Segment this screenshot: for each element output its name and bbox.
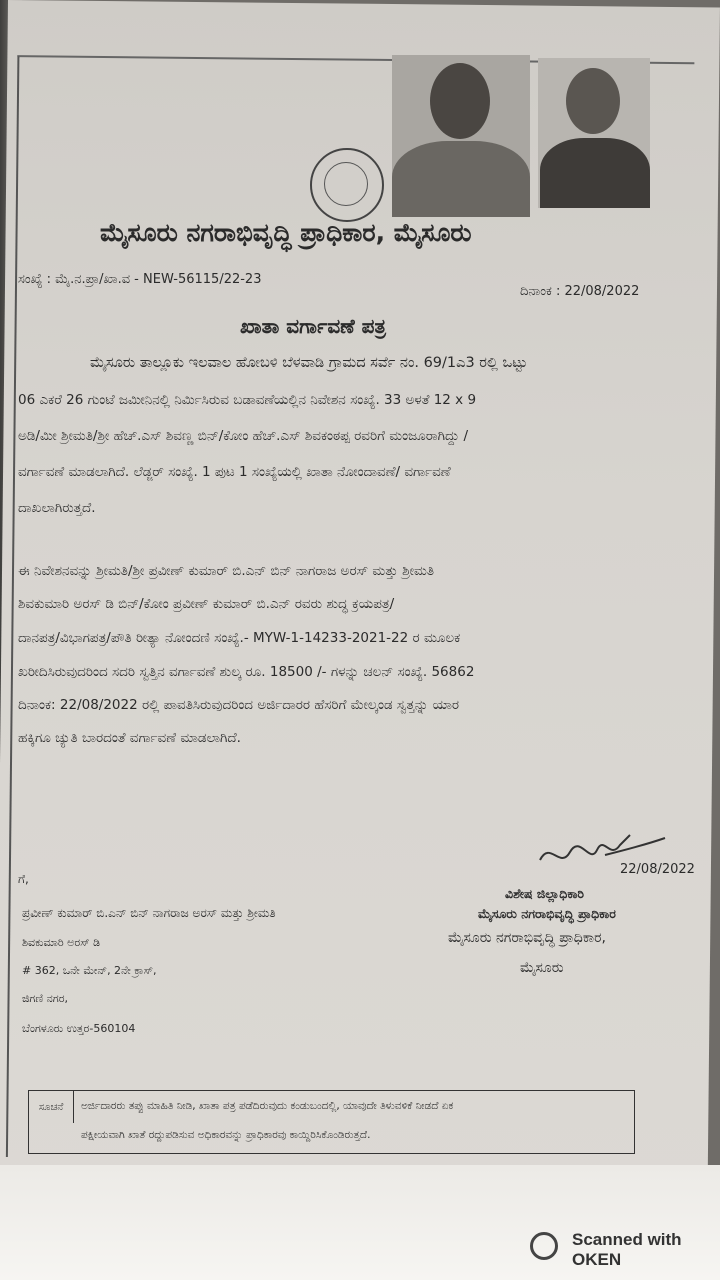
note-label: ಸೂಚನೆ bbox=[29, 1091, 74, 1123]
para2-line: ದಿನಾಂಕ: 22/08/2022 ರಲ್ಲಿ ಪಾವತಿಸಿರುವುದರಿಂದ ಅರ್ಜಿದಾರರ ಹೆಸರಿಗೆ ಮೇಲ್ಕಂಡ ಸ್ವತ್ತನ್ನು ಯಾರ bbox=[18, 697, 459, 713]
para1-line: ಅಡಿ/ಮೀ ಶ್ರೀಮತಿ/ಶ್ರೀ ಹೆಚ್.ಎಸ್ ಶಿವಣ್ಣ ಬಿನ್/ಕೋಂ ಹೆಚ್.ಎಸ್ ಶಿವಕಂಠಪ್ಪ ರವರಿಗೆ ಮಂಜೂರಾಗಿದ್ದು / bbox=[18, 428, 469, 444]
signatory-line: ಮೈಸೂರು bbox=[520, 960, 564, 976]
signatory-line: ವಿಶೇಷ ಜಿಲ್ಲಾಧಿಕಾರಿ bbox=[505, 886, 584, 901]
note-line: ಪಕ್ಷೀಯವಾಗಿ ಖಾತೆ ರದ್ದುಪಡಿಸುವ ಅಧಿಕಾರವನ್ನು ಪ್ರಾಧಿಕಾರವು ಕಾಯ್ದಿರಿಸಿಕೊಂಡಿರುತ್ತದೆ. bbox=[81, 1129, 371, 1141]
para2-line: ಖರೀದಿಸಿರುವುದರಿಂದ ಸದರಿ ಸ್ವತ್ತಿನ ವರ್ಗಾವಣೆ ಶುಲ್ಕ ರೂ. 18500 /- ಗಳನ್ನು ಚಲನ್ ಸಂಖ್ಯೆ. 56862 bbox=[18, 664, 475, 680]
applicant-photo-female bbox=[538, 58, 650, 208]
recipient-line: # 362, ಒನೇ ಮೇನ್, 2ನೇ ಕ್ರಾಸ್, bbox=[22, 964, 157, 977]
recipient-line: ಪ್ರವೀಣ್ ಕುಮಾರ್ ಬಿ.ಎನ್ ಬಿನ್ ನಾಗರಾಜ ಅರಸ್ ಮತ್ತು ಶ್ರೀಮತಿ bbox=[22, 906, 276, 920]
seal-emblem bbox=[324, 162, 368, 206]
para2-line: ಹಕ್ಕಿಗೂ ಚ್ಯುತಿ ಬಾರದಂತೆ ವರ್ಗಾವಣೆ ಮಾಡಲಾಗಿದೆ. bbox=[18, 730, 241, 746]
applicant-photo-male bbox=[392, 55, 530, 217]
para2-line: ದಾನಪತ್ರ/ವಿಭಾಗಪತ್ರ/ಪೌತಿ ರೀತ್ಯಾ ನೋಂದಣಿ ಸಂಖ್ಯೆ.- MYW-1-14233-2021-22 ರ ಮೂಲಕ bbox=[18, 630, 461, 646]
government-seal bbox=[310, 148, 384, 222]
recipient-line: ಬೆಂಗಳೂರು ಉತ್ತರ-560104 bbox=[22, 1022, 136, 1035]
para2-line: ಈ ನಿವೇಶನವನ್ನು ಶ್ರೀಮತಿ/ಶ್ರೀ ಪ್ರವೀಣ್ ಕುಮಾರ್ ಬಿ.ಎನ್ ಬಿನ್ ನಾಗರಾಜ ಅರಸ್ ಮತ್ತು ಶ್ರೀಮತಿ bbox=[18, 563, 435, 579]
scanner-logo-icon bbox=[530, 1232, 558, 1260]
reference-number: ಸಂಖ್ಯೆ : ಮೈ.ನ.ಪ್ರಾ/ಖಾ.ವ - NEW-56115/22-23 bbox=[18, 272, 262, 287]
recipient-line: ಶಿವಕುಮಾರಿ ಅರಸ್ ಡಿ bbox=[22, 936, 101, 949]
para1-line: 06 ಎಕರೆ 26 ಗುಂಟೆ ಜಮೀನಿನಲ್ಲಿ ನಿರ್ಮಿಸಿರುವ ಬಡಾವಣೆಯಲ್ಲಿನ ನಿವೇಶನ ಸಂಖ್ಯೆ. 33 ಅಳತೆ 12 x 9 bbox=[18, 392, 477, 408]
note-line: ಅರ್ಜಿದಾರರು ತಪ್ಪು ಮಾಹಿತಿ ನೀಡಿ, ಖಾತಾ ಪತ್ರ ಪಡೆದಿರುವುದು ಕಂಡುಬಂದಲ್ಲಿ, ಯಾವುದೇ ತಿಳುವಳಿಕೆ ನೀಡದೆ ಏಕ bbox=[81, 1100, 454, 1112]
signatory-line: ಮೈಸೂರು ನಗರಾಭಿವೃದ್ಧಿ ಪ್ರಾಧಿಕಾರ, bbox=[448, 930, 606, 946]
scanner-watermark: Scanned with OKEN bbox=[572, 1230, 682, 1269]
para1-line: ದಾಖಲಾಗಿರುತ್ತದೆ. bbox=[18, 500, 96, 516]
document-date: ದಿನಾಂಕ : 22/08/2022 bbox=[520, 284, 640, 299]
signature-date: 22/08/2022 bbox=[620, 862, 695, 877]
document-heading: ಖಾತಾ ವರ್ಗಾವಣೆ ಪತ್ರ bbox=[240, 314, 386, 338]
recipient-line: ಜಿಗಣಿ ನಗರ, bbox=[22, 992, 69, 1005]
authority-title: ಮೈಸೂರು ನಗರಾಭಿವೃದ್ಧಿ ಪ್ರಾಧಿಕಾರ, ಮೈಸೂರು bbox=[100, 218, 472, 247]
note-box bbox=[28, 1090, 635, 1154]
signatory-line: ಮೈಸೂರು ನಗರಾಭಿವೃದ್ಧಿ ಪ್ರಾಧಿಕಾರ bbox=[478, 906, 616, 921]
para1-line: ಮೈಸೂರು ತಾಲ್ಲೂಕು ಇಲವಾಲ ಹೋಬಳಿ ಬೆಳವಾಡಿ ಗ್ರಾಮದ ಸರ್ವೆ ನಂ. 69/1ಎ3 ರಲ್ಲಿ ಒಟ್ಟು bbox=[90, 355, 528, 371]
para1-line: ವರ್ಗಾವಣೆ ಮಾಡಲಾಗಿದೆ. ಲೆಡ್ಜರ್ ಸಂಖ್ಯೆ. 1 ಪುಟ 1 ಸಂಖ್ಯೆಯಲ್ಲಿ ಖಾತಾ ನೋಂದಾವಣೆ/ ವರ್ಗಾವಣೆ bbox=[18, 464, 451, 480]
to-label: ಗೆ, bbox=[18, 872, 29, 886]
para2-line: ಶಿವಕುಮಾರಿ ಅರಸ್ ಡಿ ಬಿನ್/ಕೋಂ ಪ್ರವೀಣ್ ಕುಮಾರ್ ಬಿ.ಎನ್ ರವರು ಶುದ್ಧ ಕ್ರಯಪತ್ರ/ bbox=[18, 596, 395, 612]
